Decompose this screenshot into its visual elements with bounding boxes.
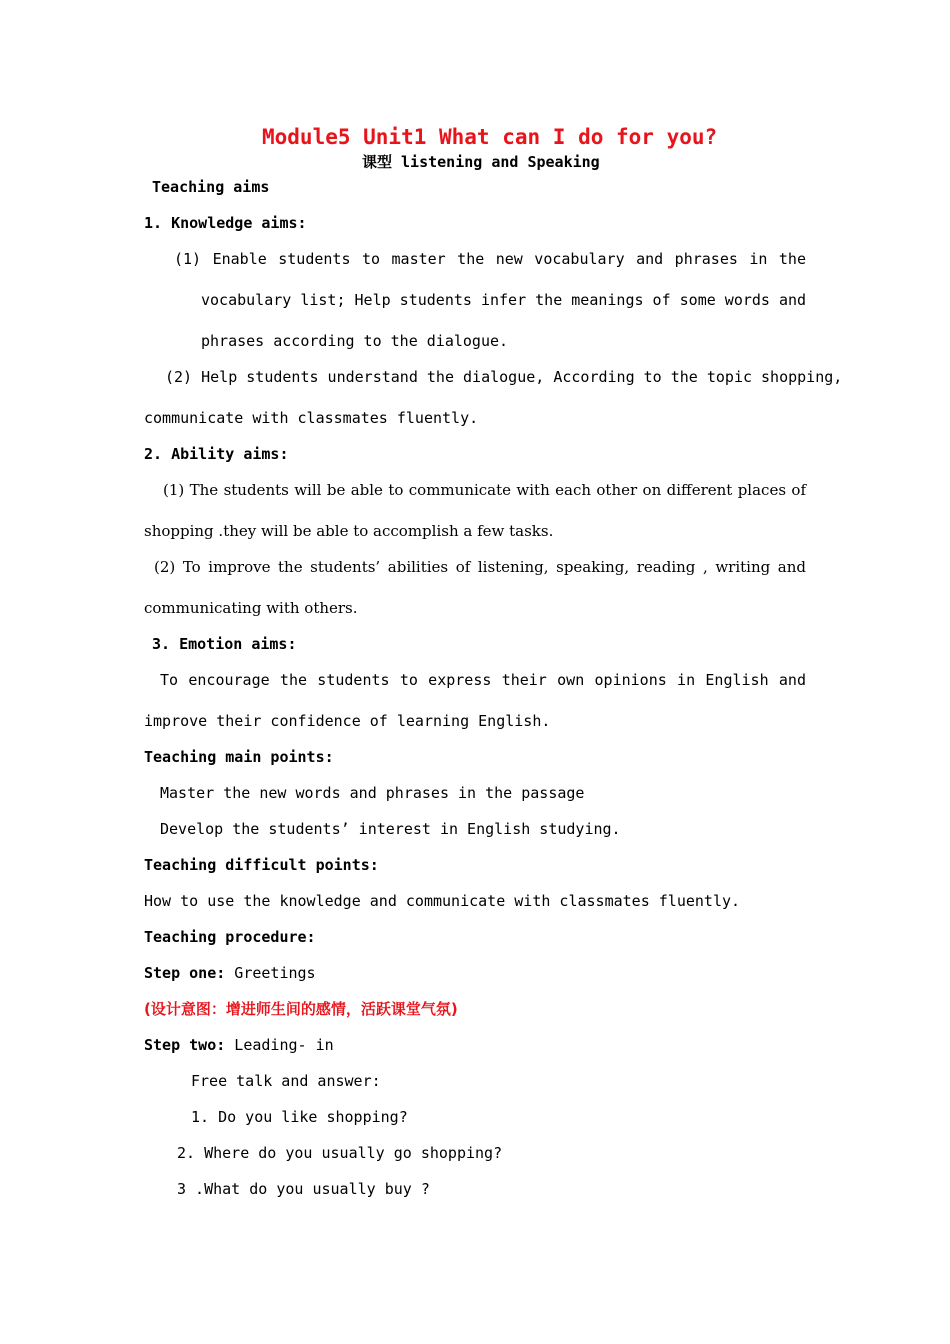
main-points-line-1: Master the new words and phrases in the passage [160,784,585,802]
question-2: 2. Where do you usually go shopping? [177,1144,503,1162]
design-intent-note: (设计意图：增进师生间的感情，活跃课堂气氛) [144,1000,458,1018]
step-one-text: Greetings [225,964,316,982]
question-3: 3 .What do you usually buy ? [177,1180,430,1198]
knowledge-item-2-line-2: communicate with classmates fluently. [144,409,479,427]
free-talk-line: Free talk and answer: [191,1072,381,1090]
knowledge-aims-heading: 1. Knowledge aims: [144,214,307,232]
knowledge-item-1-line-1: (1) Enable students to master the new vocabulary and phrases in the [174,250,806,268]
knowledge-item-1-line-2: vocabulary list; Help students infer the meanings of some words and [201,291,807,309]
knowledge-item-2-line-1: (2) Help students understand the dialogue, According to the topic shopping, [165,368,843,386]
ability-item-1-line-2: shopping .they will be able to accomplish a few tasks. [144,522,554,540]
step-two-text: Leading- in [225,1036,334,1054]
ability-item-2-line-1: (2) To improve the students’ abilities of listening, speaking, reading , writing and [154,558,806,576]
ability-aims-heading: 2. Ability aims: [144,445,289,463]
emotion-aims-heading: 3. Emotion aims: [152,635,297,653]
document-title: Module5 Unit1 What can I do for you? [262,125,718,149]
main-points-heading: Teaching main points: [144,748,334,766]
procedure-heading: Teaching procedure: [144,928,316,946]
emotion-line-1: To encourage the students to express their own opinions in English and [160,671,806,689]
knowledge-item-1-line-3: phrases according to the dialogue. [201,332,509,350]
step-two-label: Step two: [144,1036,226,1054]
difficult-points-heading: Teaching difficult points: [144,856,379,874]
question-1: 1. Do you like shopping? [191,1108,408,1126]
teaching-aims-heading: Teaching aims [152,178,270,196]
emotion-line-2: improve their confidence of learning English. [144,712,551,730]
ability-item-2-line-2: communicating with others. [144,599,358,617]
step-one [144,963,316,983]
main-points-line-2: Develop the students’ interest in English studying. [160,820,621,838]
step-one-label: Step one: [144,964,226,982]
ability-item-1-line-1: (1) The students will be able to communicate with each other on different places of [163,481,806,499]
document-subtitle: 课型 listening and Speaking [362,153,600,171]
step-two [144,1035,334,1055]
difficult-points-line-1: How to use the knowledge and communicate with classmates fluently. [144,892,741,910]
